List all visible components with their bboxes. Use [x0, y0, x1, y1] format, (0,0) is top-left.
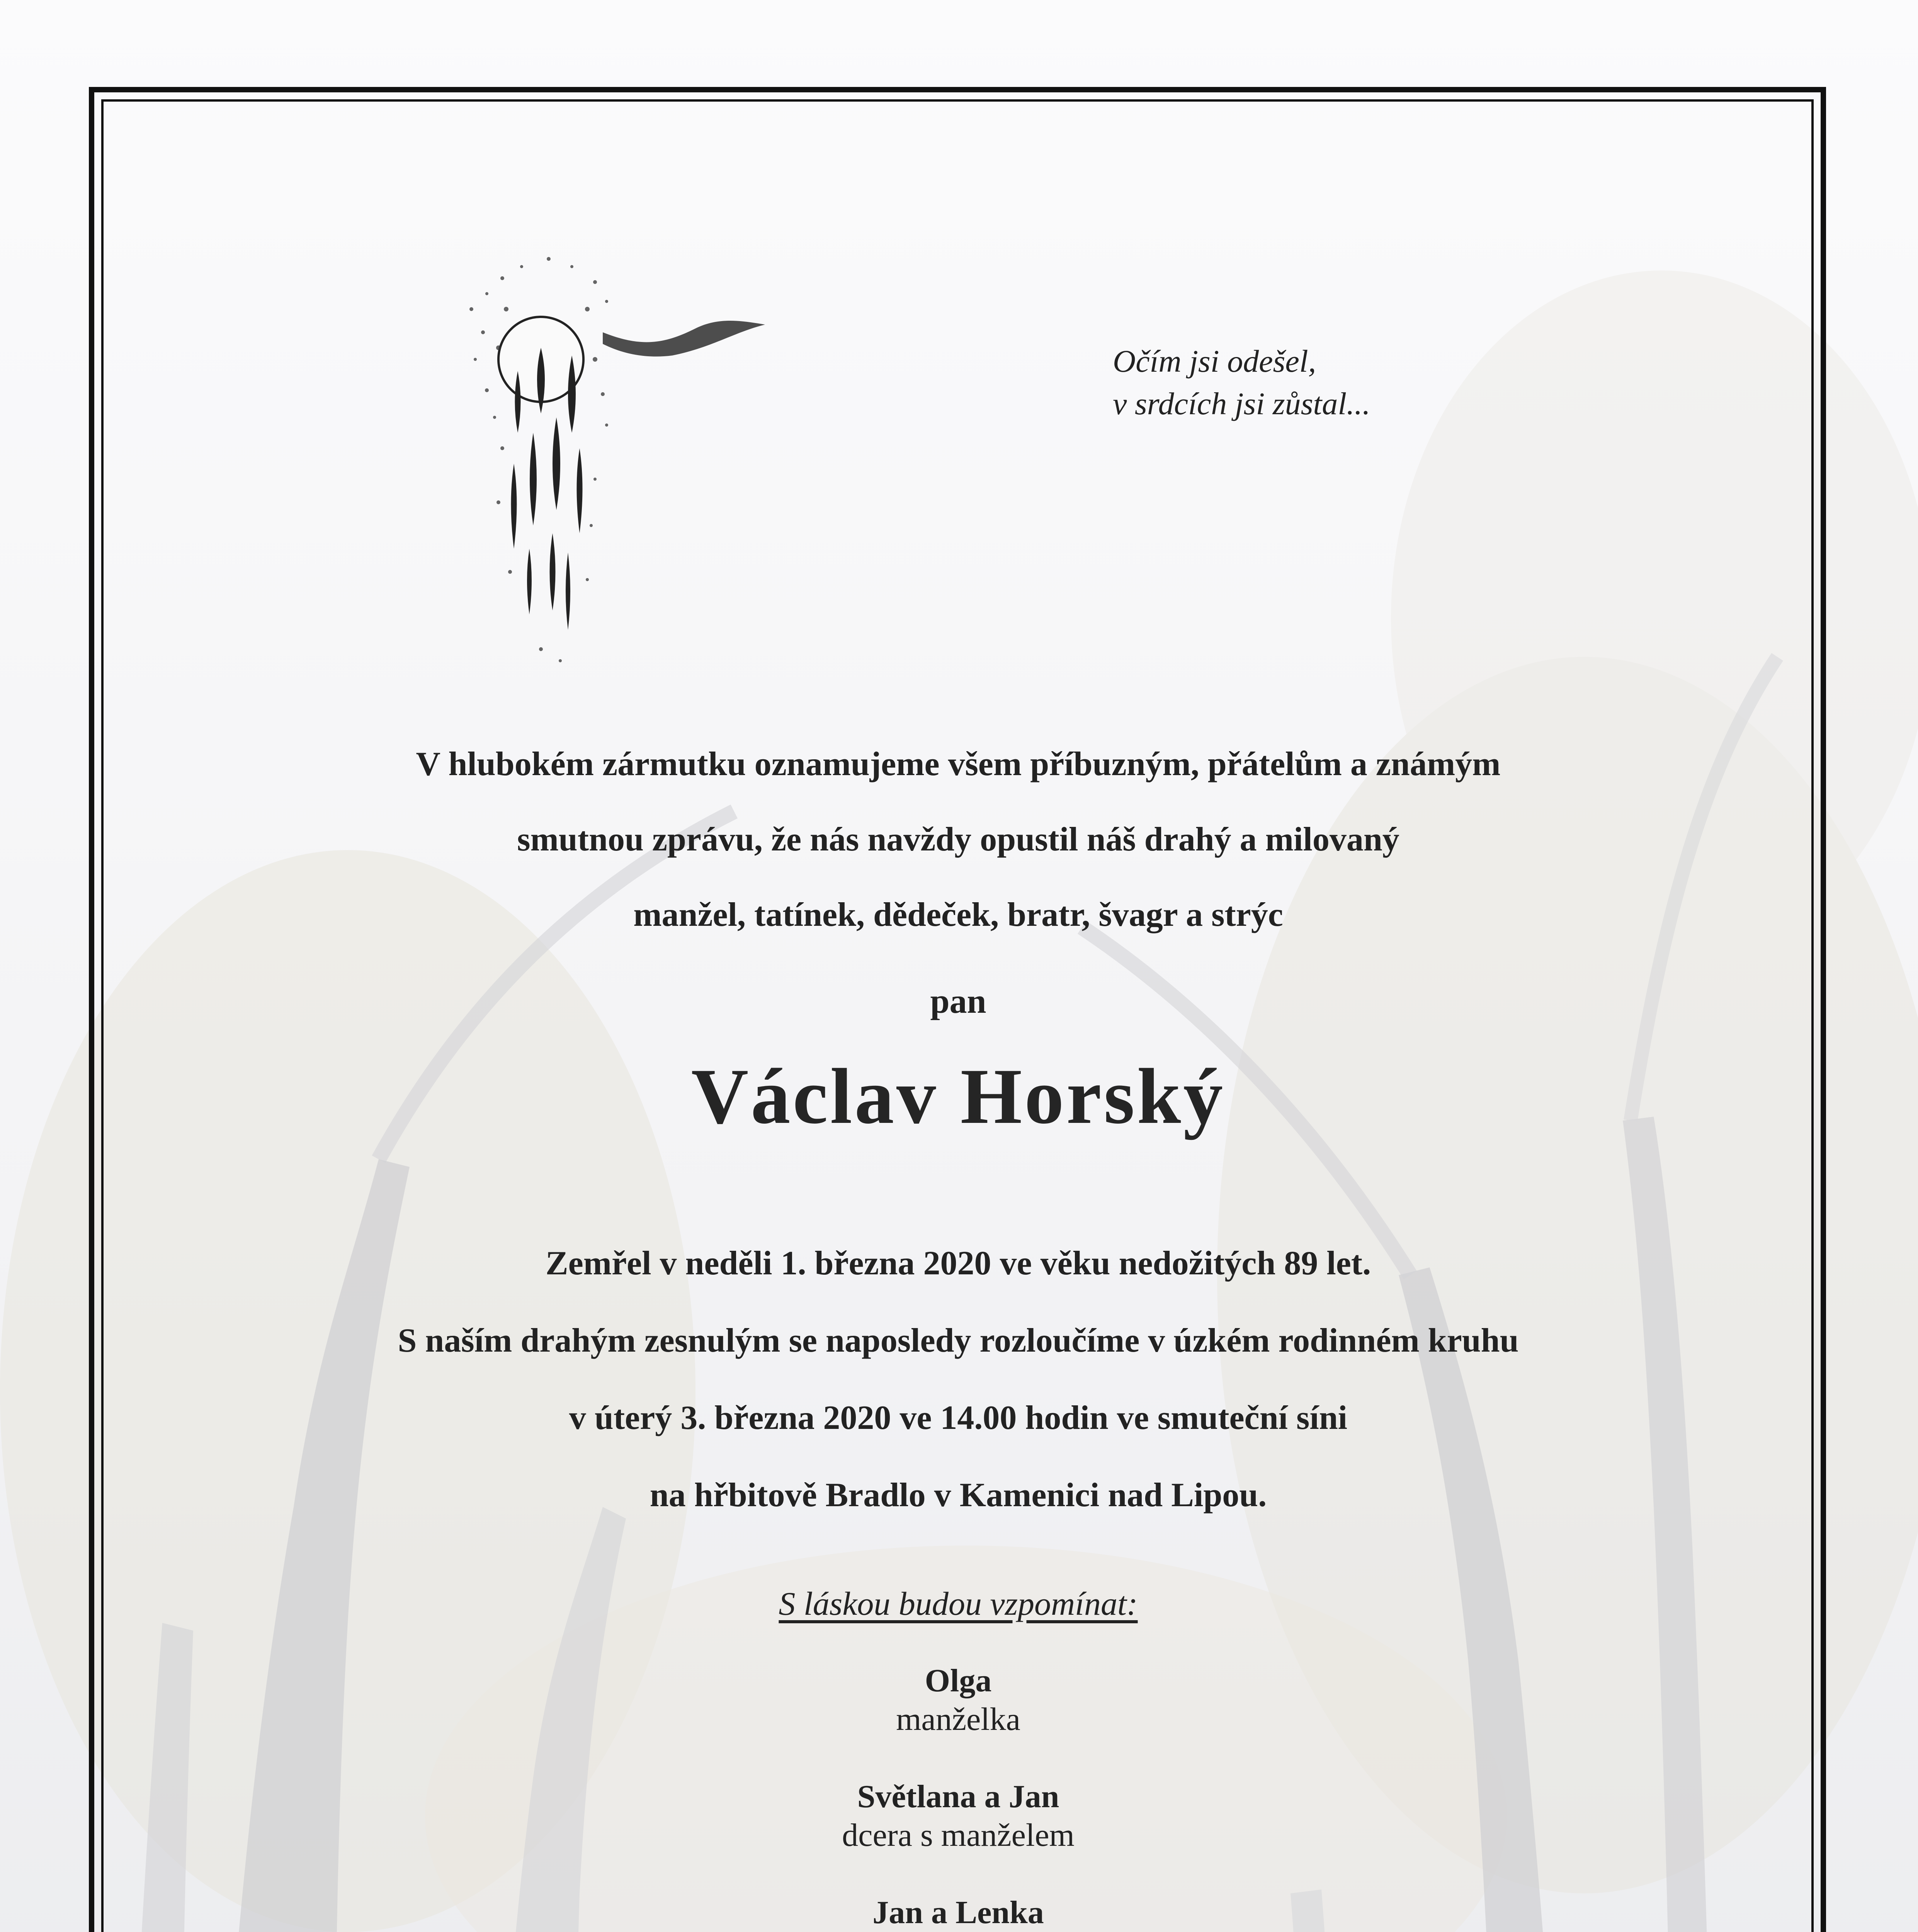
announcement-line-1: V hlubokém zármutku oznamujeme všem příbuzným, přátelům a známým	[416, 745, 1501, 783]
title-pan: pan	[930, 982, 986, 1020]
motto-line-1: Očím jsi odešel,	[1113, 344, 1316, 379]
motto	[1113, 340, 1576, 425]
details-line-2: S naším drahým zesnulým se naposledy rozloučíme v úzkém rodinném kruhu	[398, 1322, 1519, 1359]
mourner-entry	[104, 1662, 1812, 1739]
mourner-relation: dcera s manželem	[842, 1817, 1075, 1853]
mourner-name: Jan a Lenka	[872, 1895, 1044, 1930]
mourners-heading: S láskou budou vzpomínat:	[779, 1585, 1138, 1622]
mourner-entry	[104, 1777, 1812, 1855]
details-line-3: v úterý 3. března 2020 ve 14.00 hodin ve smuteční síni	[569, 1399, 1348, 1437]
announcement-line-3: manžel, tatínek, dědeček, bratr, švagr a strýc	[633, 896, 1283, 934]
mourner-relation: manželka	[896, 1701, 1020, 1737]
candle-illustration	[425, 232, 811, 676]
announcement	[104, 726, 1812, 952]
details-line-4: na hřbitově Bradlo v Kamenici nad Lipou.	[650, 1476, 1267, 1514]
details-line-1: Zemřel v neděli 1. března 2020 ve věku nedožitých 89 let.	[545, 1245, 1371, 1282]
mourner-name: Olga	[925, 1663, 992, 1699]
deceased-name: Václav Horský	[691, 1053, 1225, 1140]
mourner-entry	[104, 1893, 1812, 1932]
motto-line-2: v srdcích jsi zůstal...	[1113, 386, 1370, 421]
funeral-details	[104, 1225, 1812, 1534]
announcement-line-2: smutnou zprávu, že nás navždy opustil náš drahý a milovaný	[517, 821, 1399, 858]
mourner-name: Světlana a Jan	[857, 1779, 1059, 1815]
